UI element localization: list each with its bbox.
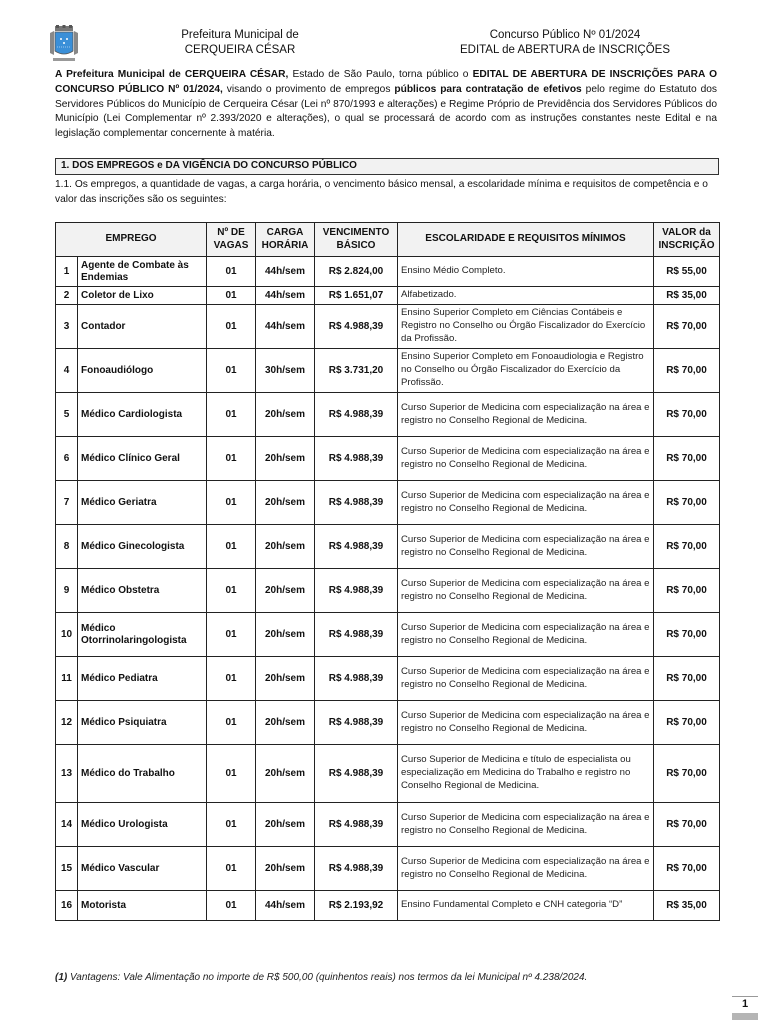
- row-number: 9: [56, 569, 78, 613]
- requirements: Ensino Superior Completo em Ciências Contábeis e Registro no Conselho ou Órgão Fiscalizador do Exercício da Profissão.: [398, 305, 654, 349]
- base-salary: R$ 2.824,00: [315, 257, 398, 287]
- registration-fee: R$ 35,00: [654, 287, 720, 305]
- base-salary: R$ 4.988,39: [315, 525, 398, 569]
- row-number: 13: [56, 745, 78, 803]
- col-header-vagas: Nº DE VAGAS: [207, 223, 256, 257]
- table-row: [56, 847, 720, 891]
- intro-text-3: pelo regime do Estatuto dos Servidores Públicos do Município de Cerqueira César (Lei nº 870/1993 e alterações) e Regime Próprio de Previdência dos Servidores Públicos do Município (Lei Complementar nº 2.393/2020 e alterações), o qual se processará de acordo com as instruções constantes neste Edital e na legislação complementar concernente à matéria.: [55, 83, 718, 140]
- header-left-line2: CERQUEIRA CÉSAR: [184, 44, 296, 56]
- job-title: Médico Vascular: [78, 847, 207, 891]
- job-title: Médico Geriatra: [78, 481, 207, 525]
- vacancies: 01: [207, 437, 256, 481]
- base-salary: R$ 4.988,39: [315, 393, 398, 437]
- requirements: Curso Superior de Medicina com especialização na área e registro no Conselho Regional de Medicina.: [398, 803, 654, 847]
- job-title: Fonoaudiólogo: [78, 349, 207, 393]
- requirements: Curso Superior de Medicina com especialização na área e registro no Conselho Regional de Medicina.: [398, 525, 654, 569]
- row-number: 6: [56, 437, 78, 481]
- row-number: 11: [56, 657, 78, 701]
- vacancies: 01: [207, 891, 256, 921]
- requirements: Curso Superior de Medicina com especialização na área e registro no Conselho Regional de Medicina.: [398, 847, 654, 891]
- table-row: [56, 803, 720, 847]
- vacancies: 01: [207, 803, 256, 847]
- row-number: 12: [56, 701, 78, 745]
- job-title: Médico do Trabalho: [78, 745, 207, 803]
- vacancies: 01: [207, 657, 256, 701]
- vacancies: 01: [207, 701, 256, 745]
- vacancies: 01: [207, 745, 256, 803]
- intro-bold-3: públicos para contratação de efetivos: [394, 83, 582, 95]
- vacancies: 01: [207, 613, 256, 657]
- intro-bold-2: EDITAL DE ABERTURA DE INSCRIÇÕES PARA O CONCURSO PÚBLICO Nº 01/2024,: [55, 69, 718, 95]
- intro-text-2: visando o provimento de empregos: [222, 83, 395, 95]
- workload: 44h/sem: [256, 305, 315, 349]
- vacancies: 01: [207, 257, 256, 287]
- requirements: Curso Superior de Medicina com especialização na área e registro no Conselho Regional de Medicina.: [398, 701, 654, 745]
- requirements: Curso Superior de Medicina com especialização na área e registro no Conselho Regional de Medicina.: [398, 613, 654, 657]
- col-header-valor: VALOR da INSCRIÇÃO: [654, 223, 720, 257]
- registration-fee: R$ 70,00: [654, 437, 720, 481]
- workload: 20h/sem: [256, 847, 315, 891]
- registration-fee: R$ 55,00: [654, 257, 720, 287]
- header-municipality: [140, 28, 340, 58]
- workload: 20h/sem: [256, 657, 315, 701]
- job-title: Médico Urologista: [78, 803, 207, 847]
- intro-bold-1: A Prefeitura Municipal de CERQUEIRA CÉSAR,: [55, 69, 289, 80]
- intro-text-1: Estado de São Paulo, torna público o: [288, 69, 473, 80]
- table-row: [56, 481, 720, 525]
- table-row: [56, 393, 720, 437]
- requirements: Ensino Superior Completo em Fonoaudiologia e Registro no Conselho ou Órgão Fiscalizador do Exercício da Profissão.: [398, 349, 654, 393]
- registration-fee: R$ 70,00: [654, 525, 720, 569]
- registration-fee: R$ 70,00: [654, 569, 720, 613]
- workload: 20h/sem: [256, 393, 315, 437]
- base-salary: R$ 4.988,39: [315, 437, 398, 481]
- table-row: [56, 657, 720, 701]
- col-header-emprego: EMPREGO: [56, 223, 207, 257]
- vacancies: 01: [207, 525, 256, 569]
- job-title: Médico Otorrinolaringologista: [78, 613, 207, 657]
- registration-fee: R$ 35,00: [654, 891, 720, 921]
- registration-fee: R$ 70,00: [654, 701, 720, 745]
- col-header-escolaridade: ESCOLARIDADE E REQUISITOS MÍNIMOS: [398, 223, 654, 257]
- requirements: Ensino Fundamental Completo e CNH categoria “D”: [398, 891, 654, 921]
- registration-fee: R$ 70,00: [654, 481, 720, 525]
- table-row: [56, 287, 720, 305]
- registration-fee: R$ 70,00: [654, 745, 720, 803]
- row-number: 14: [56, 803, 78, 847]
- job-title: Contador: [78, 305, 207, 349]
- col-header-vencimento: VENCIMENTO BÁSICO: [315, 223, 398, 257]
- workload: 44h/sem: [256, 891, 315, 921]
- base-salary: R$ 4.988,39: [315, 569, 398, 613]
- job-title: Médico Clínico Geral: [78, 437, 207, 481]
- registration-fee: R$ 70,00: [654, 305, 720, 349]
- jobs-table: [55, 222, 720, 921]
- base-salary: R$ 4.988,39: [315, 613, 398, 657]
- header-right-line2: EDITAL de ABERTURA de INSCRIÇÕES: [459, 44, 671, 56]
- workload: 20h/sem: [256, 481, 315, 525]
- table-row: [56, 613, 720, 657]
- row-number: 2: [56, 287, 78, 305]
- requirements: Curso Superior de Medicina com especialização na área e registro no Conselho Regional de Medicina.: [398, 437, 654, 481]
- base-salary: R$ 4.988,39: [315, 745, 398, 803]
- vacancies: 01: [207, 287, 256, 305]
- table-row: [56, 305, 720, 349]
- row-number: 15: [56, 847, 78, 891]
- row-number: 1: [56, 257, 78, 287]
- job-title: Coletor de Lixo: [78, 287, 207, 305]
- job-title: Médico Obstetra: [78, 569, 207, 613]
- vacancies: 01: [207, 349, 256, 393]
- table-header-row: [56, 223, 720, 257]
- workload: 44h/sem: [256, 257, 315, 287]
- municipal-coat-of-arms-icon: [49, 25, 79, 63]
- requirements: Curso Superior de Medicina com especialização na área e registro no Conselho Regional de Medicina.: [398, 569, 654, 613]
- requirements: Ensino Médio Completo.: [398, 257, 654, 287]
- registration-fee: R$ 70,00: [654, 613, 720, 657]
- registration-fee: R$ 70,00: [654, 803, 720, 847]
- page-footer-bar: [732, 1013, 758, 1020]
- workload: 44h/sem: [256, 287, 315, 305]
- table-row: [56, 437, 720, 481]
- footnote-text: Vantagens: Vale Alimentação no importe de R$ 500,00 (quinhentos reais) nos termos da lei Municipal nº 4.238/2024.: [67, 972, 588, 983]
- workload: 20h/sem: [256, 701, 315, 745]
- row-number: 8: [56, 525, 78, 569]
- table-row: [56, 349, 720, 393]
- requirements: Curso Superior de Medicina e título de especialista ou especialização em Medicina do Trabalho e registro no Conselho Regional de Medicina.: [398, 745, 654, 803]
- intro-paragraph: [55, 68, 717, 142]
- vacancies: 01: [207, 847, 256, 891]
- base-salary: R$ 1.651,07: [315, 287, 398, 305]
- workload: 20h/sem: [256, 745, 315, 803]
- table-row: [56, 701, 720, 745]
- workload: 20h/sem: [256, 803, 315, 847]
- requirements: Curso Superior de Medicina com especialização na área e registro no Conselho Regional de Medicina.: [398, 481, 654, 525]
- requirements: Curso Superior de Medicina com especialização na área e registro no Conselho Regional de Medicina.: [398, 393, 654, 437]
- base-salary: R$ 4.988,39: [315, 657, 398, 701]
- workload: 20h/sem: [256, 525, 315, 569]
- col-header-carga: CARGA HORÁRIA: [256, 223, 315, 257]
- table-row: [56, 525, 720, 569]
- workload: 30h/sem: [256, 349, 315, 393]
- workload: 20h/sem: [256, 437, 315, 481]
- row-number: 10: [56, 613, 78, 657]
- requirements: Alfabetizado.: [398, 287, 654, 305]
- footnote-marker: (1): [55, 972, 68, 983]
- table-row: [56, 257, 720, 287]
- job-title: Agente de Combate às Endemias: [78, 257, 207, 287]
- page-number: 1: [741, 998, 749, 1010]
- vacancies: 01: [207, 481, 256, 525]
- header-right-line1: Concurso Público Nº 01/2024: [489, 29, 641, 41]
- row-number: 7: [56, 481, 78, 525]
- footnote: [55, 972, 755, 983]
- job-title: Médico Pediatra: [78, 657, 207, 701]
- row-number: 3: [56, 305, 78, 349]
- section-title: 1. DOS EMPREGOS e DA VIGÊNCIA DO CONCURSO PÚBLICO: [55, 158, 719, 175]
- requirements: Curso Superior de Medicina com especialização na área e registro no Conselho Regional de Medicina.: [398, 657, 654, 701]
- row-number: 16: [56, 891, 78, 921]
- section-subtext: 1.1. Os empregos, a quantidade de vagas, a carga horária, o vencimento básico mensal, a escolaridade mínima e requisitos de competência e o valor das inscrições são os seguintes:: [55, 179, 708, 205]
- base-salary: R$ 4.988,39: [315, 481, 398, 525]
- row-number: 5: [56, 393, 78, 437]
- registration-fee: R$ 70,00: [654, 393, 720, 437]
- table-row: [56, 891, 720, 921]
- base-salary: R$ 2.193,92: [315, 891, 398, 921]
- job-title: Médico Cardiologista: [78, 393, 207, 437]
- vacancies: 01: [207, 305, 256, 349]
- registration-fee: R$ 70,00: [654, 847, 720, 891]
- job-title: Motorista: [78, 891, 207, 921]
- table-row: [56, 569, 720, 613]
- vacancies: 01: [207, 393, 256, 437]
- vacancies: 01: [207, 569, 256, 613]
- job-title: Médico Ginecologista: [78, 525, 207, 569]
- header-contest: [415, 28, 715, 58]
- base-salary: R$ 3.731,20: [315, 349, 398, 393]
- table-row: [56, 745, 720, 803]
- base-salary: R$ 4.988,39: [315, 701, 398, 745]
- base-salary: R$ 4.988,39: [315, 847, 398, 891]
- row-number: 4: [56, 349, 78, 393]
- workload: 20h/sem: [256, 569, 315, 613]
- job-title: Médico Psiquiatra: [78, 701, 207, 745]
- base-salary: R$ 4.988,39: [315, 305, 398, 349]
- workload: 20h/sem: [256, 613, 315, 657]
- registration-fee: R$ 70,00: [654, 657, 720, 701]
- base-salary: R$ 4.988,39: [315, 803, 398, 847]
- header-left-line1: Prefeitura Municipal de: [181, 29, 299, 41]
- page-number-divider: [732, 996, 758, 997]
- registration-fee: R$ 70,00: [654, 349, 720, 393]
